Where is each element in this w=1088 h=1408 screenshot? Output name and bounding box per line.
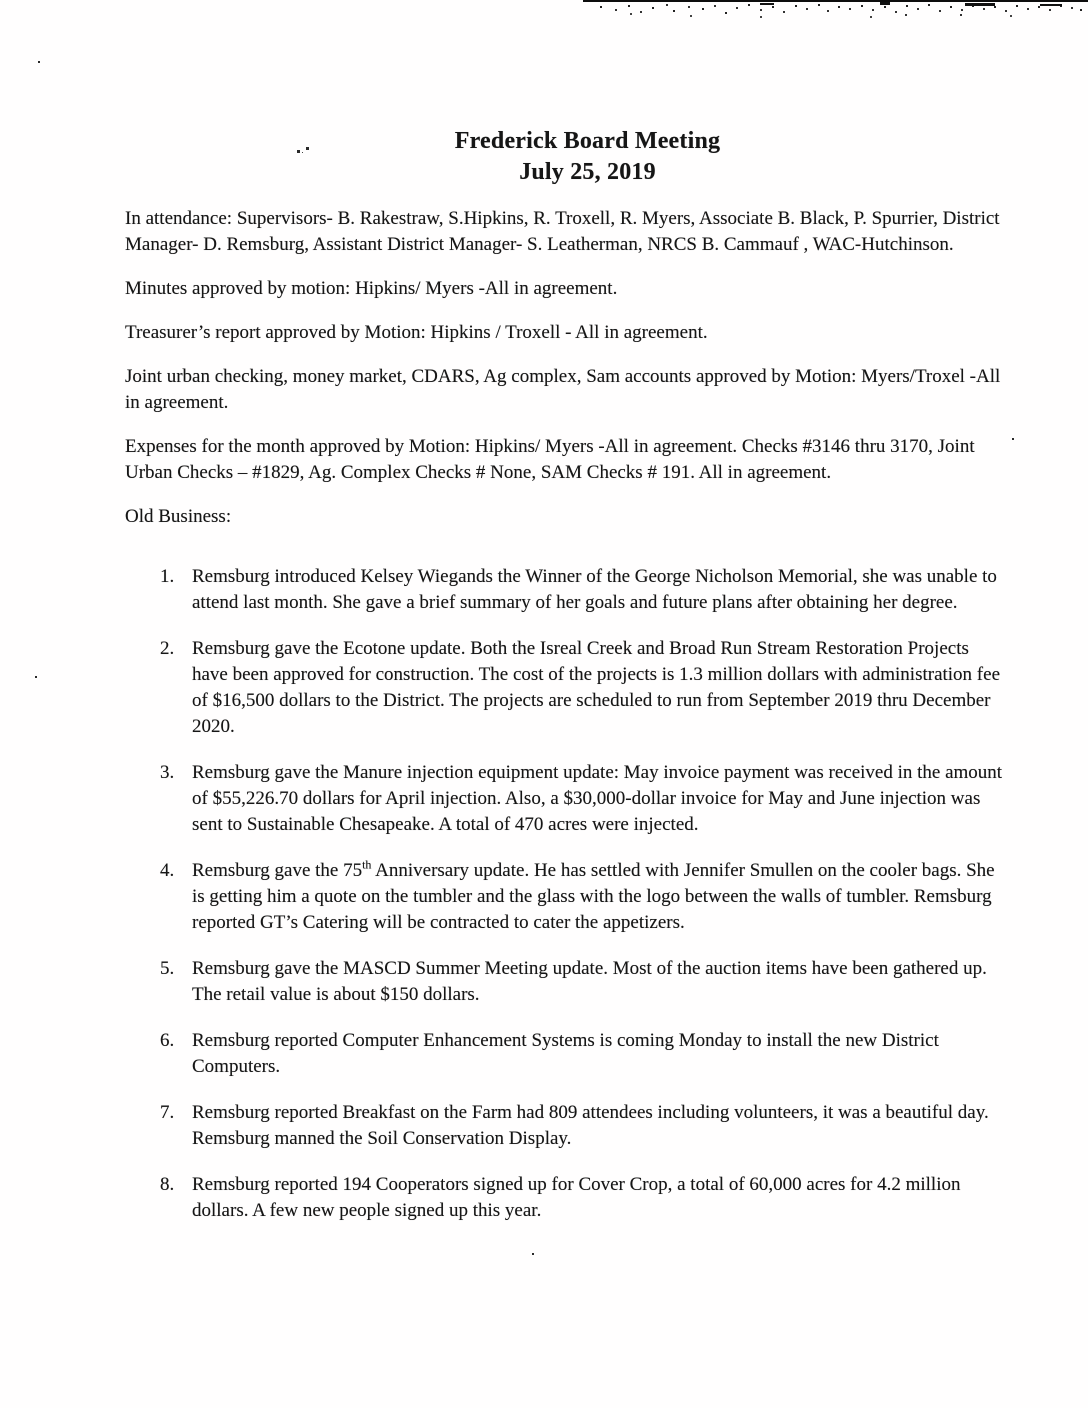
- scanner-noise-dash: [1040, 4, 1062, 6]
- old-business-item-6: [160, 1028, 1008, 1080]
- item-text: Remsburg gave the MASCD Summer Meeting update. Most of the auction items have been gathered up. The retail value is about $150 dollars.: [192, 958, 987, 1006]
- old-business-item-5: [160, 956, 1008, 1008]
- old-business-item-2: [160, 636, 1008, 740]
- document-header: [146, 126, 1029, 188]
- scanner-noise-dots: [0, 0, 2, 2]
- item-text: Remsburg gave the Ecotone update. Both the Isreal Creek and Broad Run Stream Restoration Projects have been approved for construction. The cost of the projects is 1.3 million dollars with administration fee of $16,500 dollars to the District. The projects are scheduled to run from September 2019 thru December 2020.: [192, 638, 1001, 738]
- item-text: Remsburg reported Breakfast on the Farm had 809 attendees including volunteers, it was a beautiful day. Remsburg manned the Soil Conservation Display.: [192, 1102, 989, 1150]
- item-number: 3.: [160, 762, 175, 784]
- item-number: 1.: [160, 566, 175, 588]
- old-business-heading: Old Business:: [125, 506, 232, 528]
- item-text: Remsburg gave the Manure injection equipment update: May invoice payment was received in the amount of $55,226.70 dollars for April injection. Also, a $30,000-dollar invoice for May and June injection was sent to Sustainable Chesapeake. A total of 470 acres were injected.: [192, 762, 1003, 836]
- expenses-approval-paragraph: Expenses for the month approved by Motion: Hipkins/ Myers -All in agreement. Checks #3146 thru 3170, Joint Urban Checks – #1829, Ag. Complex Checks # None, SAM Checks # 191. All in agreement.: [125, 436, 975, 484]
- old-business-list: [125, 564, 1008, 1224]
- scanner-speck: [532, 1253, 534, 1255]
- attendance-paragraph: In attendance: Supervisors- B. Rakestraw, S.Hipkins, R. Troxell, R. Myers, Associate B. Black, P. Spurrier, District Manager- D. Remsburg, Assistant District Manager- S. Leatherman, NRCS B. Cammauf , WAC-Hutchinson.: [125, 208, 1000, 256]
- scanner-noise-dash: [965, 3, 995, 6]
- minutes-approval-paragraph: Minutes approved by motion: Hipkins/ Myers -All in agreement.: [125, 278, 618, 300]
- scanner-speck: [35, 676, 37, 678]
- item-number: 4.: [160, 860, 175, 882]
- item-text: Remsburg reported 194 Cooperators signed up for Cover Crop, a total of 60,000 acres for 4.2 million dollars. A few new people signed up this year.: [192, 1174, 961, 1222]
- item-number: 2.: [160, 638, 175, 660]
- item-text: Remsburg reported Computer Enhancement Systems is coming Monday to install the new District Computers.: [192, 1030, 939, 1078]
- document-content: [0, 126, 1088, 1224]
- scanner-noise-line: [583, 0, 1088, 2]
- document-title: Frederick Board Meeting: [454, 128, 721, 154]
- old-business-item-1: [160, 564, 1008, 616]
- item-number: 6.: [160, 1030, 175, 1052]
- item-number: 8.: [160, 1174, 175, 1196]
- scanner-speck: [38, 61, 40, 63]
- old-business-item-8: [160, 1172, 1008, 1224]
- scanner-noise-dash: [760, 3, 774, 5]
- treasurer-report-paragraph: Treasurer’s report approved by Motion: Hipkins / Troxell - All in agreement.: [125, 322, 708, 344]
- item-text: [192, 858, 1008, 936]
- old-business-item-4: [160, 858, 1008, 936]
- item-text-after-sup: Anniversary update. He has settled with Jennifer Smullen on the cooler bags. She is getting him a quote on the tumbler and the glass with the logo between the walls of tumbler. Remsburg reported GT’s Catering will be contracted to cater the appetizers.: [192, 860, 995, 934]
- ordinal-suffix: th: [362, 858, 372, 873]
- old-business-item-7: [160, 1100, 1008, 1152]
- item-text-before-sup: Remsburg gave the 75: [192, 860, 363, 882]
- document-date: July 25, 2019: [519, 159, 656, 186]
- scanner-speck: [1012, 438, 1014, 440]
- accounts-approval-paragraph: Joint urban checking, money market, CDARS, Ag complex, Sam accounts approved by Motion: Myers/Troxel -All in agreement.: [125, 366, 1001, 414]
- old-business-item-3: [160, 760, 1008, 838]
- item-number: 5.: [160, 958, 175, 980]
- item-text: Remsburg introduced Kelsey Wiegands the Winner of the George Nicholson Memorial, she was unable to attend last month. She gave a brief summary of her goals and future plans after obtaining her degree.: [192, 566, 997, 614]
- scanner-noise-dash: [880, 2, 890, 5]
- item-number: 7.: [160, 1102, 175, 1124]
